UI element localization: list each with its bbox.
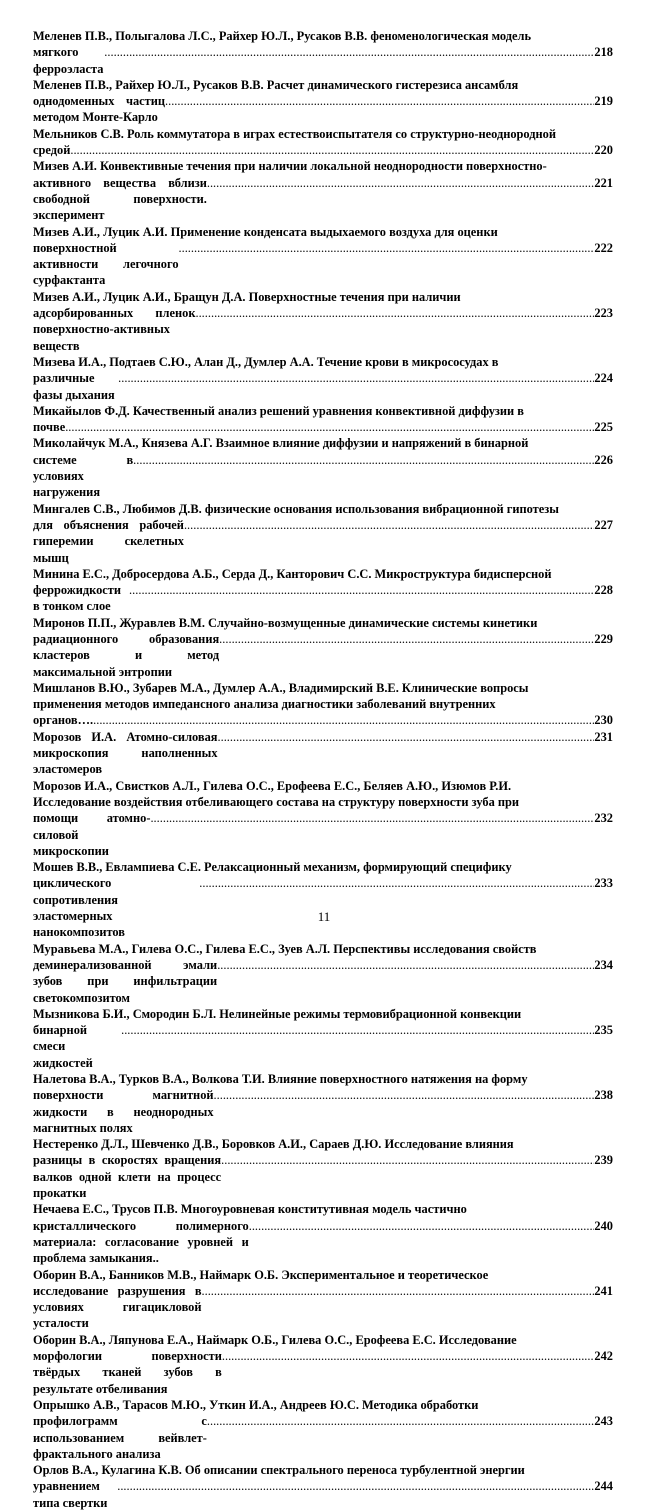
toc-entry-title-end: адсорбированных пленок поверхностно-активных веществ (33, 306, 196, 353)
toc-entry-last-line (33, 452, 613, 501)
dot-leader (217, 957, 594, 973)
toc-entry-title-end: для объяснения рабочей гиперемии скелетных мышц (33, 517, 184, 565)
toc-entry (33, 566, 613, 615)
toc-entry-line: Мингалев С.В., Любимов Д.В. физические основания использования вибрационной гипотезы (33, 501, 559, 516)
toc-entry-line: Нестеренко Д.Л., Шевченко Д.В., Боровков А.И., Сараев Д.Ю. Исследование влияния (33, 1137, 514, 1152)
toc-entry-title-end: кристаллического полимерного материала: согласование уровней и проблема замыкания.. (33, 1218, 249, 1266)
toc-entry-line: Мошев В.В., Евлампиева С.Е. Релаксационный механизм, формирующий специфику (33, 860, 512, 875)
toc-entry-title-end: Морозов И.А. Атомно-силовая микроскопия наполненных эластомеров (33, 729, 218, 777)
toc-entry (33, 158, 613, 223)
toc-entry-line: Мызникова Б.И., Смородин Б.Л. Нелинейные режимы термовибрационной конвекции (33, 1006, 522, 1021)
toc-entry-title-end: бинарной смеси жидкостей (33, 1023, 93, 1070)
toc-entry-line: Оборин В.А., Банников М.В., Наймарк О.Б. Экспериментальное и теоретическое (33, 1267, 489, 1282)
toc-entry-last-line (33, 957, 613, 1006)
dot-leader (249, 1218, 595, 1234)
toc-entry-line: применения методов импедансного анализа диагностики заболеваний внутренних (33, 697, 496, 712)
toc-entry-line: Мизев А.И., Луцик А.И. Применение конденсата выдыхаемого воздуха для оценки (33, 224, 498, 239)
toc-entry-line: Меленев П.В., Полыгалова Л.С., Райхер Ю.Л., Русаков В.В. феноменологическая модель (33, 29, 532, 43)
dot-leader (179, 240, 595, 256)
toc-entry-title-end: различные фазы дыхания (33, 371, 115, 402)
toc-entry-last-line (33, 1022, 613, 1071)
toc-entry (33, 1006, 613, 1071)
toc-entry-line: Нечаева Е.С., Трусов П.В. Многоуровневая конститутивная модель частично (33, 1202, 467, 1217)
dot-leader (165, 93, 594, 109)
toc-entry-last-line (33, 93, 613, 126)
toc-entry-line: Минина Е.С., Добросердова А.Б., Серда Д., Канторович С.С. Микроструктура бидисперсной (33, 566, 552, 581)
toc-entry-page: 219 (594, 94, 613, 109)
dot-leader (195, 305, 594, 321)
toc-entry-title-end: феррожидкости в тонком слое (33, 583, 122, 614)
toc-entry-page: 223 (594, 306, 613, 321)
toc-entry-page: 229 (594, 631, 613, 646)
toc-entry-page: 243 (594, 1414, 613, 1429)
page-number: 11 (317, 909, 331, 924)
toc-entry-page: 230 (594, 713, 613, 728)
dot-leader (129, 582, 594, 598)
toc-entry (33, 435, 613, 500)
toc-entry-line: Морозов И.А., Свистков А.Л., Гилева О.С., Ерофеева Е.С., Беляев А.Ю., Изюмов Р.И. (33, 778, 512, 793)
toc-entry-title-end: деминерализованной эмали зубов при инфильтрации светокомпозитом (33, 957, 218, 1005)
toc-entry-page: 225 (594, 420, 613, 435)
toc-entry-last-line (33, 1348, 613, 1397)
dot-leader (70, 142, 594, 158)
toc-entry-page: 228 (594, 583, 613, 598)
toc-entry-title-end: поверхностной активности легочного сурфактанта (33, 240, 179, 288)
toc-entry (33, 859, 613, 940)
dot-leader (202, 1283, 595, 1299)
toc-entry-title-end: однодоменных частиц методом Монте-Карло (33, 94, 166, 125)
toc-entry-line: Орлов В.А., Кулагина К.В. Об описании спектрального переноса турбулентной энергии (33, 1463, 525, 1478)
toc-entry (33, 403, 613, 436)
toc-entry-last-line (33, 305, 613, 354)
toc-entry-title-end: поверхности магнитной жидкости в неоднородных магнитных полях (33, 1088, 214, 1135)
toc-entry-page: 238 (594, 1088, 613, 1103)
toc-entry (33, 1201, 613, 1266)
toc-entry-line: Мельников С.В. Роль коммутатора в играх естествоиспытателя со структурно-неоднородной (33, 126, 557, 141)
toc-entry-page: 242 (594, 1349, 613, 1364)
dot-leader (222, 1348, 595, 1364)
toc-entry-page: 233 (594, 876, 613, 891)
toc-entry-last-line (33, 729, 613, 778)
dot-leader (93, 712, 594, 728)
toc-entry (33, 501, 613, 566)
toc-entry-line: Оборин В.А., Ляпунова Е.А., Наймарк О.Б., Гилева О.С., Ерофеева Е.С. Исследование (33, 1332, 517, 1347)
toc-entry-title-end: мягкого ферроэласта (33, 45, 104, 76)
toc-entry-page: 234 (594, 957, 613, 972)
toc-entry (33, 77, 613, 126)
toc-entry-last-line (33, 810, 613, 859)
toc-entry-last-line (33, 631, 613, 680)
toc-entry-title-end: помощи атомно-силовой микроскопии (33, 811, 151, 858)
toc-entry-last-line (33, 142, 613, 158)
dot-leader (117, 1478, 594, 1494)
toc-entry-last-line (33, 370, 613, 403)
toc-entry-last-line (33, 582, 613, 615)
toc-entry-title-end: почве (33, 420, 66, 435)
toc-entry-title-end: средой (33, 143, 71, 158)
toc-entry-page: 220 (594, 143, 613, 158)
toc-entry-last-line (33, 1478, 613, 1511)
toc-entry (33, 1462, 613, 1511)
toc-entry-line: Налетова В.А., Турков В.А., Волкова Т.И. Влияние поверхностного натяжения на форму (33, 1072, 528, 1086)
toc-entry-title-end: органов…. (33, 713, 94, 728)
toc-entry (33, 1267, 613, 1332)
dot-leader (150, 810, 594, 826)
toc-entry (33, 1136, 613, 1201)
toc-entry (33, 224, 613, 289)
dot-leader (199, 875, 594, 891)
dot-leader (214, 1087, 595, 1103)
dot-leader (118, 370, 594, 386)
toc-entry-last-line (33, 517, 613, 566)
toc-entry (33, 1332, 613, 1397)
toc-entry-line: Мизев А.И., Луцик А.И., Бращун Д.А. Поверхностные течения при наличии (33, 289, 461, 304)
dot-leader (207, 175, 595, 191)
toc-entry (33, 354, 613, 403)
toc-entry-last-line (33, 712, 613, 728)
toc-entry-line: Миронов П.П., Журавлев В.М. Случайно-возмущенные динамические системы кинетики (33, 615, 538, 630)
toc-entry-title-end: радиационного образования кластеров и метод максимальной энтропии (33, 631, 220, 679)
toc-entry (33, 289, 613, 354)
dot-leader (184, 517, 594, 533)
toc-entry-title-end: профилограмм с использованием вейвлет-фрактального анализа (33, 1414, 207, 1461)
toc-entry-title-end: циклического сопротивления эластомерных нанокомпозитов (33, 876, 125, 940)
dot-leader (207, 1413, 595, 1429)
toc-entry-last-line (33, 1152, 613, 1201)
toc-entry-page: 224 (594, 371, 613, 386)
toc-entry-page: 226 (594, 452, 613, 467)
toc-entry-page: 239 (594, 1153, 613, 1168)
toc-entry-last-line (33, 175, 613, 224)
toc-entry-line: Мизев А.И. Конвективные течения при наличии локальной неоднородности поверхностно- (33, 159, 547, 174)
table-of-contents (33, 28, 613, 1511)
toc-entry (33, 126, 613, 159)
toc-entry (33, 680, 613, 729)
toc-entry-last-line (33, 44, 613, 77)
toc-entry (33, 615, 613, 680)
toc-entry-page: 244 (594, 1479, 613, 1494)
toc-entry-line: Меленев П.В., Райхер Ю.Л., Русаков В.В. Расчет динамического гистерезиса ансамбля (33, 77, 519, 92)
toc-entry-page: 222 (594, 240, 613, 255)
toc-entry-last-line (33, 1413, 613, 1462)
toc-entry (33, 1071, 613, 1136)
toc-entry (33, 941, 613, 1006)
toc-entry-page: 221 (594, 175, 613, 190)
toc-entry-title-end: уравнением типа свертки (33, 1479, 108, 1510)
toc-entry (33, 729, 613, 778)
toc-entry-line: Опрышко А.В., Тарасов М.Ю., Уткин И.А., Андреев Ю.С. Методика обработки (33, 1397, 479, 1412)
toc-entry-line: Миколайчук М.А., Князева А.Г. Взаимное влияние диффузии и напряжений в бинарной (33, 436, 529, 451)
toc-entry-last-line (33, 419, 613, 435)
toc-entry-page: 241 (594, 1283, 613, 1298)
toc-entry-line: Муравьева М.А., Гилева О.С., Гилева Е.С., Зуев А.Л. Перспективы исследования свойств (33, 941, 537, 956)
toc-entry-last-line (33, 1283, 613, 1332)
dot-leader (219, 631, 594, 647)
toc-entry-line: Мизева И.А., Подтаев С.Ю., Алан Д., Думлер А.А. Течение крови в микрососудах в (33, 354, 499, 369)
toc-entry-title-end: морфологии поверхности твёрдых тканей зубов в результате отбеливания (33, 1349, 222, 1396)
toc-entry-line: Исследование воздействия отбеливающего состава на структуру поверхности зуба при (33, 794, 520, 809)
toc-entry-page: 235 (594, 1023, 613, 1038)
toc-entry-line: Микайылов Ф.Д. Качественный анализ решений уравнения конвективной диффузии в (33, 403, 524, 418)
toc-entry-last-line (33, 240, 613, 289)
toc-entry-page: 232 (594, 811, 613, 826)
dot-leader (121, 1022, 594, 1038)
dot-leader (218, 729, 595, 745)
dot-leader (104, 44, 594, 60)
toc-entry-last-line (33, 1087, 613, 1136)
toc-entry-page: 231 (594, 729, 613, 744)
dot-leader (65, 419, 594, 435)
toc-entry-page: 218 (594, 45, 613, 60)
toc-entry-title-end: активного вещества вблизи свободной поверхности. эксперимент (33, 175, 207, 223)
toc-entry (33, 28, 613, 77)
toc-entry-page: 240 (594, 1218, 613, 1233)
toc-entry-title-end: системе в условиях нагружения (33, 452, 134, 500)
toc-entry-title-end: исследование разрушения в условиях гигацикловой усталости (33, 1283, 202, 1331)
toc-entry (33, 778, 613, 859)
toc-entry-last-line (33, 1218, 613, 1267)
toc-entry-page: 227 (594, 517, 613, 532)
dot-leader (133, 452, 594, 468)
toc-entry (33, 1397, 613, 1462)
toc-entry-line: Мишланов В.Ю., Зубарев М.А., Думлер А.А., Владимирский В.Е. Клинические вопросы (33, 680, 529, 695)
toc-entry-title-end: разницы в скоростях вращения валков одной клети на процесс прокатки (33, 1153, 222, 1201)
dot-leader (221, 1152, 594, 1168)
